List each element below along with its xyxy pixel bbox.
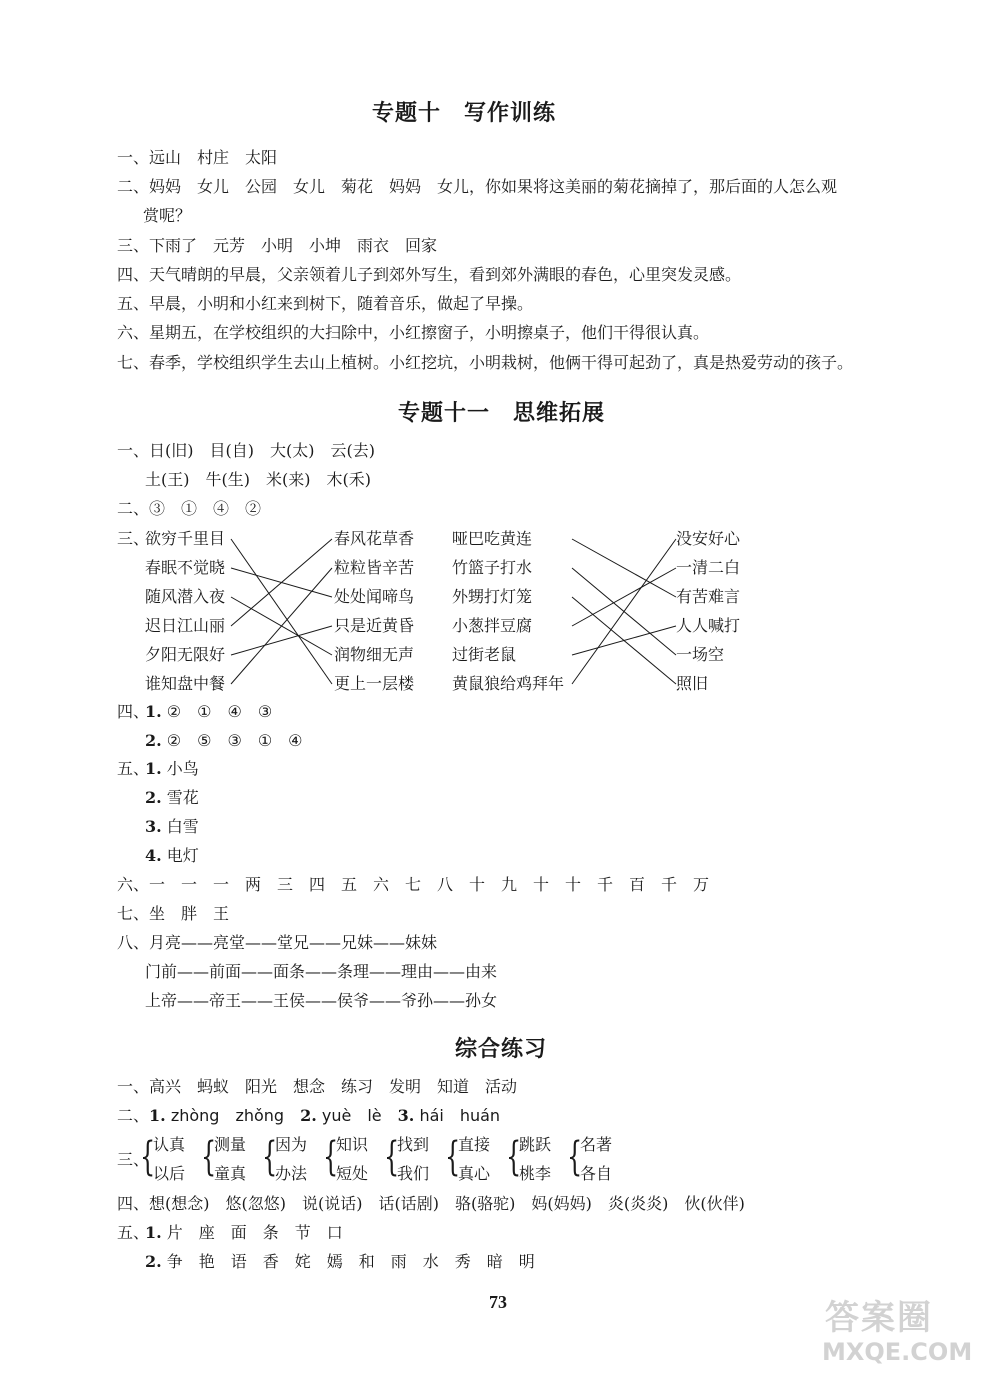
s11-q5-prefix: 五、 [117,759,150,778]
match-item: 夕阳无限好 [145,645,226,664]
brace: { [506,1134,522,1180]
match-item: 处处闻啼鸟 [334,587,415,606]
word-pair-item: 因为 [275,1135,308,1154]
item-text: 小鸟 [166,759,199,778]
match-item: 过街老鼠 [452,645,517,664]
brace: { [201,1134,217,1180]
s10-answer-line: 四、天气晴朗的早晨，父亲领着儿子到郊外写生，看到郊外满眼的春色，心里突发灵感。 [117,265,742,284]
word-pair-item: 以后 [153,1164,186,1183]
s11-q8-row: 门前——前面——面条——条理——理由——由来 [145,962,498,981]
zh-q5-item [145,1251,535,1273]
item-number: 1. [145,702,162,721]
s11-q5-item [145,816,199,838]
match-line [231,539,332,626]
match-item: 春风花草香 [334,529,415,548]
match-item: 一清二白 [676,558,741,577]
item-text: 雪花 [166,788,199,807]
item-number: 2. [145,788,162,807]
brace: { [323,1134,339,1180]
match-item: 粒粒皆辛苦 [334,558,415,577]
watermark-logo: 答案圈 [825,1298,933,1338]
word-pair-item: 短处 [336,1164,369,1183]
s11-q3-prefix: 三、 [117,529,150,548]
word-pair-item: 各自 [580,1164,613,1183]
match-item: 润物细无声 [334,645,415,664]
brace: { [140,1134,156,1180]
item-number: 1. [145,1223,162,1242]
s11-q8-row: 上帝——帝王——王侯——侯爷——爷孙——孙女 [145,991,498,1010]
match-line [572,539,676,597]
item-text: ② ① ④ ③ [166,702,273,721]
s11-q7: 七、坐 胖 王 [117,904,230,923]
word-pair-item: 跳跃 [519,1135,552,1154]
section-comprehensive-title: 综合练习 [455,1036,548,1062]
item-text: 争 艳 语 香 姹 嫣 和 雨 水 秀 暗 明 [166,1252,535,1271]
match-item: 小葱拌豆腐 [452,616,533,635]
match-line [572,539,676,684]
section-10-title: 专题十 写作训练 [372,100,557,126]
zh-q4: 四、想(想念) 悠(忽悠) 说(说话) 话(话剧) 骆(骆驼) 妈(妈妈) 炎(炎炎) 伙(伙伴) [117,1194,745,1213]
match-line [231,539,332,684]
item-text: 片 座 面 条 节 口 [166,1223,343,1242]
match-item: 人人喊打 [676,616,741,635]
match-item: 欲穷千里目 [145,529,226,548]
word-pair-item: 办法 [275,1164,308,1183]
item-number: 1. [149,1106,166,1125]
brace: { [567,1134,583,1180]
zh-q5-prefix: 五、 [117,1223,150,1242]
match-item: 黄鼠狼给鸡拜年 [452,674,565,693]
match-line [231,626,332,655]
item-number: 2. [145,1252,162,1271]
match-item: 谁知盘中餐 [145,674,226,693]
word-pair-item: 直接 [458,1135,491,1154]
match-item: 有苦难言 [676,587,741,606]
item-number: 2. [145,731,162,750]
match-item: 随风潜入夜 [145,587,226,606]
word-pair-item: 认真 [153,1135,186,1154]
match-item: 更上一层楼 [334,674,415,693]
item-number: 2. [300,1106,317,1125]
s11-q8-row: 八、月亮——亮堂——堂兄——兄妹——妹妹 [117,933,438,952]
match-line [572,626,676,655]
s11-q1-row1: 一、日(旧) 目(自) 大(太) 云(去) [117,441,375,460]
s10-answer-line: 六、星期五，在学校组织的大扫除中，小红擦窗子，小明擦桌子，他们干得很认真。 [117,323,710,342]
page-number: 73 [489,1292,507,1312]
item-text: 电灯 [166,846,199,865]
s10-answer-line: 五、早晨，小明和小红来到树下，随着音乐，做起了早操。 [117,294,534,313]
item-number: 1. [145,759,162,778]
zh-q3-prefix: 三、 [117,1150,150,1169]
s10-answer-line: 七、春季，学校组织学生去山上植树。小红挖坑，小明栽树，他俩干得可起劲了，真是热爱劳动的孩子。 [117,353,854,372]
s11-q2: 二、③ ① ④ ② [117,499,262,518]
item-text: ② ⑤ ③ ① ④ [166,731,303,750]
item-text: 白雪 [166,817,199,836]
s11-q5-item [145,845,199,867]
match-item: 迟日江山丽 [145,616,226,635]
word-pair-item: 找到 [397,1135,430,1154]
s11-q5-item [145,758,199,780]
match-item: 照旧 [676,674,709,693]
brace: { [262,1134,278,1180]
word-pair-item: 真心 [458,1164,491,1183]
brace: { [384,1134,400,1180]
s11-q1-row2: 土(王) 牛(生) 米(来) 木(禾) [145,470,371,489]
item-number: 3. [397,1106,415,1125]
brace: { [445,1134,461,1180]
section-11-title: 专题十一 思维拓展 [398,400,606,426]
pinyin-text: yuè lè [321,1106,382,1125]
s10-answer-line: 二、妈妈 女儿 公园 女儿 菊花 妈妈 女儿，你如果将这美丽的菊花摘掉了，那后面的人怎么观 [117,177,838,196]
match-line [231,568,332,684]
word-pair-item: 名著 [580,1135,613,1154]
s11-q6: 六、一 一 一 两 三 四 五 六 七 八 十 九 十 十 千 百 千 万 [117,875,710,894]
match-item: 春眠不觉晓 [145,558,226,577]
match-item: 哑巴吃黄连 [452,529,533,548]
match-item: 只是近黄昏 [334,616,415,635]
match-item: 一场空 [676,645,725,664]
zh-q5-item [145,1222,343,1244]
s10-answer-line: 赏呢？ [143,206,192,225]
pinyin-text: zhòng zhǒng [170,1106,285,1125]
match-item: 外甥打灯笼 [452,587,533,606]
match-item: 没安好心 [676,529,741,548]
s11-q4-item [145,730,303,752]
watermark-url: MXQE.COM [822,1338,973,1366]
match-line [572,568,676,626]
s10-answer-line: 一、远山 村庄 太阳 [117,148,278,167]
item-number: 4. [145,846,162,865]
zh-q2-prefix: 二、 [117,1106,150,1125]
item-number: 3. [145,817,162,836]
s11-q5-item [145,787,199,809]
s11-q4-item [145,701,272,723]
word-pair-item: 童真 [214,1164,247,1183]
pinyin-text: hái huán [419,1106,501,1125]
word-pair-item: 测量 [214,1135,247,1154]
word-pair-item: 桃李 [519,1164,552,1183]
zh-q1: 一、高兴 蚂蚁 阳光 想念 练习 发明 知道 活动 [117,1077,518,1096]
s11-q4-prefix: 四、 [117,702,150,721]
zh-q2 [117,1105,500,1127]
s10-answer-line: 三、下雨了 元芳 小明 小坤 雨衣 回家 [117,236,438,255]
match-item: 竹篮子打水 [452,558,533,577]
word-pair-item: 知识 [336,1135,369,1154]
word-pair-item: 我们 [397,1164,430,1183]
